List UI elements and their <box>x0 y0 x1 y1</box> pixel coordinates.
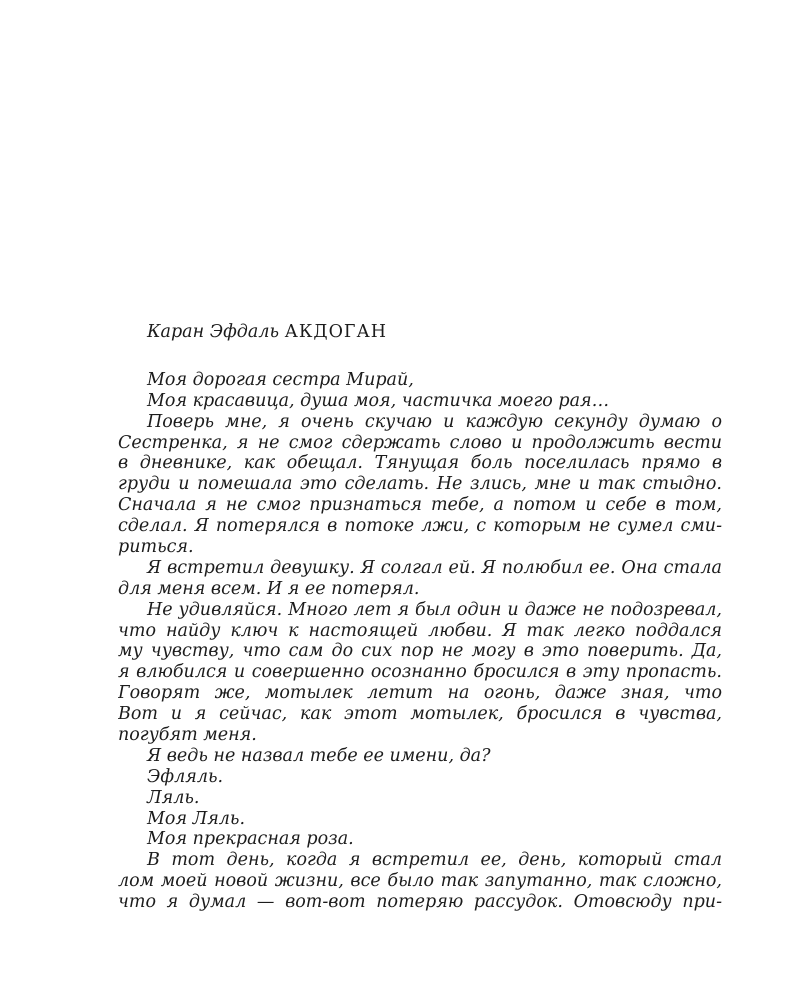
text-line: сделал. Я потерялся в потоке лжи, с которым не сумел сми- <box>118 516 722 537</box>
text-line: Я ведь не назвал тебе ее имени, да? <box>147 745 491 766</box>
text-line: Сестренка, я не смог сдержать слово и продолжить вести <box>118 432 722 453</box>
text-line: риться. <box>118 537 194 558</box>
text-line: Сначала я не смог признаться тебе, а потом и себе в том, <box>118 495 722 516</box>
text-line: Моя прекрасная роза. <box>147 829 354 850</box>
letter-text <box>118 322 722 913</box>
text-line: Не удивляйся. Много лет я был один и даже не подозревал, <box>147 599 722 620</box>
text-line: му чувству, что сам до сих пор не могу в это поверить. Да, <box>118 641 722 662</box>
text-line: лом моей новой жизни, все было так запутанно, так сложно, <box>118 871 722 892</box>
text-line: погубят меня. <box>118 725 257 746</box>
text-line: Говорят же, мотылек летит на огонь, даже зная, что <box>118 683 722 704</box>
author-name: Каран Эфдаль <box>147 322 285 342</box>
text-line: я влюбился и совершенно осознанно бросился в эту пропасть. <box>118 662 722 683</box>
text-line: Моя красавица, душа моя, частичка моего рая… <box>147 390 610 411</box>
text-line: Эфляль. <box>147 766 224 787</box>
text-line: Ляль. <box>147 787 200 808</box>
text-line: что я думал — вот-вот потеряю рассудок. Отовсюду при- <box>118 892 722 913</box>
text-line: Моя дорогая сестра Мирай, <box>147 369 414 390</box>
text-line: для меня всем. И я ее потерял. <box>118 578 420 599</box>
text-line: Вот и я сейчас, как этот мотылек, бросился в чувства, <box>118 704 722 725</box>
text-line: что найду ключ к настоящей любви. Я так легко поддался <box>118 620 722 641</box>
text-line: В тот день, когда я встретил ее, день, который стал <box>147 850 722 871</box>
text-line: Моя Ляль. <box>147 808 246 829</box>
chapter-heading <box>118 322 722 343</box>
text-line: в дневнике, как обещал. Тянущая боль поселилась прямо в <box>118 453 722 474</box>
author-surname: АКДОГАН <box>284 322 388 342</box>
text-line: Поверь мне, я очень скучаю и каждую секунду думаю о <box>147 411 722 432</box>
text-line: груди и помешала это сделать. Не злись, мне и так стыдно. <box>118 474 722 495</box>
text-line: Я встретил девушку. Я солгал ей. Я полюбил ее. Она стала <box>147 557 722 578</box>
